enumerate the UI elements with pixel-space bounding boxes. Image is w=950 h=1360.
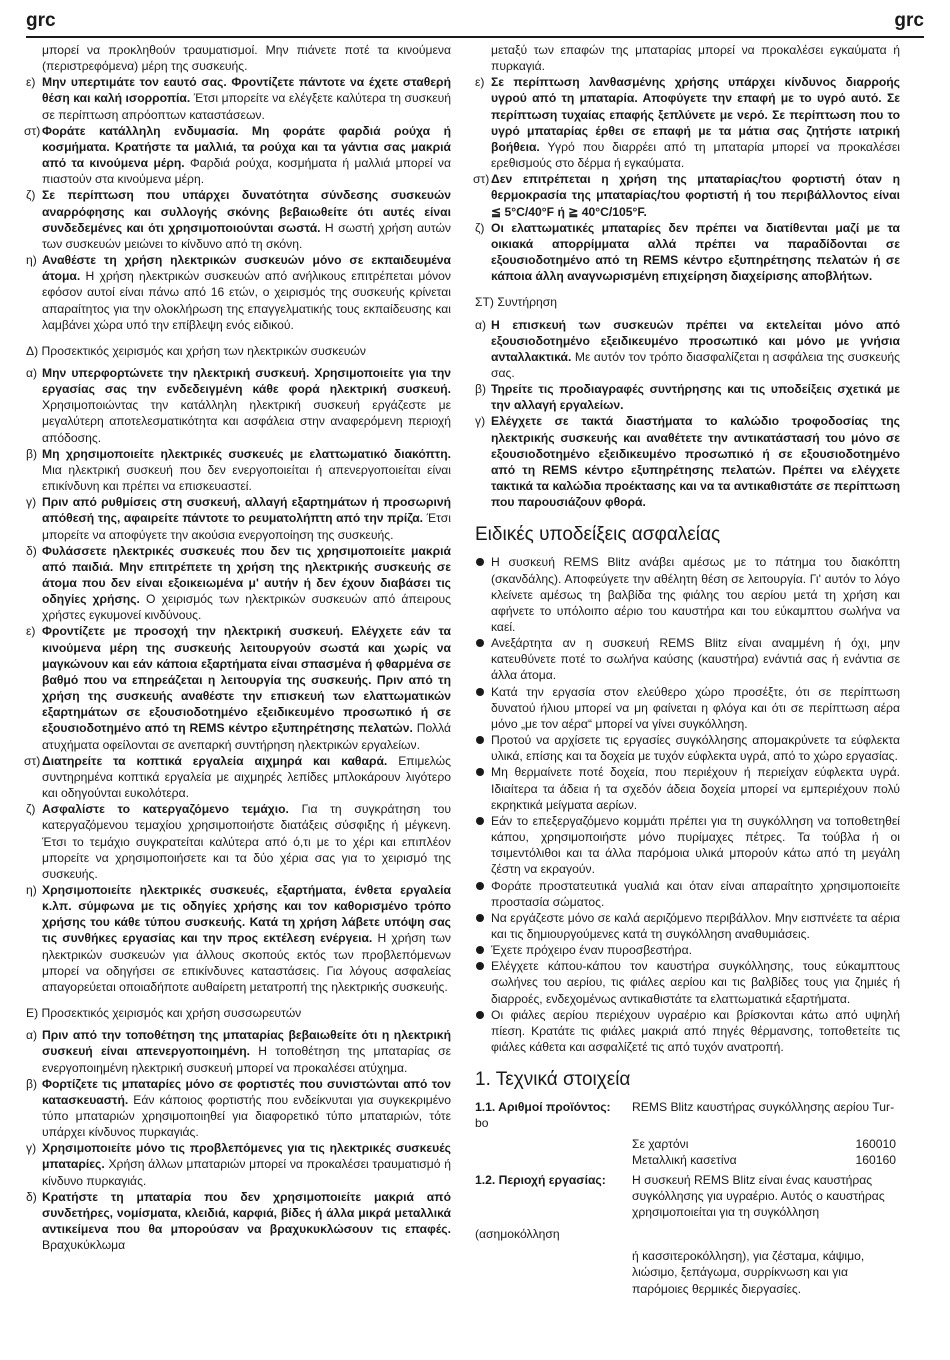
safety-bullet-text: Έχετε πρόχειρο έναν πυροσβεστήρα. <box>491 943 692 958</box>
rule-e-a: α) Πριν από την τοποθέτηση της μπαταρίας βεβαιωθείτε ότι η ηλεκτρική συσκευή είναι απενεργοποιημένη. Η τοποθέτηση της μπαταρίας σε ενεργοποιημένη ηλεκτρική συσκευή μπορεί να προκαλέσει ατύχημα. <box>26 1028 451 1075</box>
tech-work-area-line4: ή κασσιτεροκόλληση), για ζέσταμα, κάψιμο, <box>632 1249 865 1264</box>
rule-d-c: γ) Πριν από ρυθμίσεις στη συσκευή, αλλαγή εξαρτημάτων ή προσωρινή απόθεσή της, αφαιρείτε πάντοτε το ρευματολήπτη από την πρίζα. Έτσι μπορείτε να αποφύγετε την ακούσια ενεργοποίηση της συσκευής. <box>26 495 451 542</box>
tech-heading: 1. Τεχνικά στοιχεία <box>475 1069 631 1091</box>
tech-products-text-cont: bo <box>475 1116 489 1131</box>
section-e-heading: Ε) Προσεκτικός χειρισμός και χρήση συσσωρευτών <box>26 1006 302 1021</box>
safety-bullet <box>475 554 900 635</box>
safety-heading: Ειδικές υποδείξεις ασφαλείας <box>475 524 721 546</box>
bullet-dot-icon <box>476 768 484 776</box>
safety-bullet-text: Προτού να αρχίσετε τις εργασίες συγκόλλησης απομακρύνετε τα εύφλεκτα υλικά, επίσης και τα δοχεία με τυχόν εύφλεκτα υγρά, από το χώρο εργασίας. <box>491 733 900 764</box>
section-st-heading: ΣΤ) Συντήρηση <box>475 295 558 310</box>
bullet-dot-icon <box>476 1011 484 1019</box>
safety-bullet-text: Ελέγχετε κάπου-κάπου τον καυστήρα συγκόλλησης, τους εύκαμπτους σωλήνες του αερίου, τις φιάλες αερίου και τις βαλβίδες τους για ζημιές ή διαρροές, ενδεχομένως αντικαθιστάτε τα ελαττωματικά εξαρτήματα. <box>491 959 900 1006</box>
bullet-dot-icon <box>476 817 484 825</box>
bullet-dot-icon <box>476 962 484 970</box>
bullet-dot-icon <box>476 558 484 566</box>
intro-continuation: μπορεί να προκληθούν τραυματισμοί. Μην πιάνετε ποτέ τα κινούμενα (περιστρεφόμενα) μέρη της συσκευής. <box>42 43 451 74</box>
tech-products-text: REMS Blitz καυστήρας συγκόλλησης αερίου Tur- <box>632 1100 895 1115</box>
tech-work-area-orphan: (ασημοκόλληση <box>475 1227 560 1242</box>
rule-d-st: στ) Διατηρείτε τα κοπτικά εργαλεία αιχμηρά και καθαρά. Επιμελώς συντηρημένα κοπτικά εργαλεία με αιχμηρές λεπίδες μπλοκάρουν λιγότερο και οδηγούνται ευκολότερα. <box>24 753 451 801</box>
tech-row-products <box>475 1099 900 1115</box>
rule-d-a: α) Μην υπερφορτώνετε την ηλεκτρική συσκευή. Χρησιμοποιείτε για την εργασίας σας την ενδεδειγμένη κάθε φορά ηλεκτρική συσκευή. Χρησιμοποιώντας την κατάλληλη ηλεκτρική συσκευή εργάζεστε με μεγαλύτερη αποτελεσματικότητα και ασφάλεια στην αναφερόμενη περιοχή απόδοσης. <box>26 365 451 445</box>
bullet-dot-icon <box>476 946 484 954</box>
rule-d-b: β) Μη χρησιμοποιείτε ηλεκτρικές συσκευές με ελαττωματικό διακόπτη. Μια ηλεκτρική συσκευή που δεν ενεργοποιείται ή απενεργοποιείται είναι επικίνδυνη και πρέπει να επισκευαστεί. <box>26 446 451 494</box>
rule-e: ε) Μην υπερτιμάτε τον εαυτό σας. Φροντίζετε πάντοτε να έχετε σταθερή θέση και καλή ισορροπία. Έτσι μπορείτε να ελέγξετε καλύτερα τη συσκευή σε περίπτωση απρόοπτων καταστάσεων. <box>26 75 451 122</box>
tech-row-work-area-orphan <box>475 1226 900 1242</box>
tech-work-area-line6: παρόμοιες θερμικές διεργασίες. <box>632 1281 802 1296</box>
safety-bullet <box>475 878 900 910</box>
safety-bullet <box>475 635 900 683</box>
safety-bullet-text: Κατά την εργασία στον ελεύθερο χώρο προσέξτε, ότι σε περίπτωση δυνατού ήλιου μπορεί να μη φαίνεται η φλόγα και ότι σε περίπτωση αέρα μόνο „με τον αέρα“ μπορεί να γίνει συγκόλληση. <box>491 684 900 731</box>
rule-r-e: ε) Σε περίπτωση λανθασμένης χρήσης υπάρχει κίνδυνος διαρροής υγρού από τη μπαταρία. Αποφύγετε την επαφή με το υγρό αυτό. Σε περίπτωση τυχαίας επαφής ξεπλύνετε με νερό. Σε περίπτωση που το υγρό μπαταρίας έρθει σε επαφή με τα μάτια σας ζητήστε ιατρική βοήθεια. Υγρό που διαρρέει από τη μπαταρία μπορεί να προκαλέσει ερεθισμούς στο δέρμα ή εγκαύματα. <box>475 75 900 171</box>
header-lang-left: grc <box>26 10 56 31</box>
tech-work-area-line1: Η συσκευή REMS Blitz είναι ένας καυστήρας <box>632 1172 873 1187</box>
tech-metal-case-number: 160160 <box>855 1152 896 1167</box>
safety-bullet <box>475 958 900 1006</box>
rule-s-c: γ) Ελέγχετε σε τακτά διαστήματα το καλώδιο τροφοδοσίας της ηλεκτρικής συσκευής και αναθέτετε την αντικατάστασή του μόνο σε εξουσιοδοτημένο εξειδικευμένο προσωπικό ή σε εξουσιοδοτημένο από τη REMS κέντρο εξυπηρέτησης πελατών. Πρέπει να ελέγχετε τακτικά τα καλώδια προέκτασης και να τα αντικαθιστάτε σε περίπτωση που παρουσιάζουν φθορά. <box>475 414 900 510</box>
bullet-dot-icon <box>476 736 484 744</box>
header-lang-right: grc <box>894 10 924 31</box>
tech-row-products-cont <box>475 1115 900 1131</box>
bullet-dot-icon <box>476 914 484 922</box>
rule-d-z: ζ) Ασφαλίστε το κατεργαζόμενο τεμάχιο. Για τη συγκράτηση του κατεργαζόμενου τεμαχίου χρησιμοποιήστε διατάξεις σύσφιξης ή μέγκενη. Έτσι το τεμάχιο συγκρατείται καλύτερα από ό,τι με το χέρι και επιπλέον μπορείτε να χρησιμοποιήσετε και τα δύο χέρια σας για το χειρισμό της συσκευής. <box>26 802 451 881</box>
section-d-heading: Δ) Προσεκτικός χειρισμός και χρήση των ηλεκτρικών συσκευών <box>26 343 366 358</box>
safety-bullet-text: Η συσκευή REMS Blitz ανάβει αμέσως με το πάτημα του διακόπτη (σκανδάλης). Αποφεύγετε την αθέλητη θέση σε λειτουργία. Γι' αυτόν το λόγο κλείνετε αμέσως τη βαλβίδα της φιάλης του αερίου μετά τη χρήση και αφήνετε το υπόλοιπο αέριο του καυστήρα και του εύκαμπτου σωλήνα να καεί. <box>491 555 900 634</box>
tech-carton-number: 160010 <box>855 1136 896 1151</box>
safety-bullet-text: Ανεξάρτητα αν η συσκευή REMS Blitz είναι αναμμένη ή όχι, μην κατευθύνετε ποτέ το σωλήνα καύσης (καυστήρα) ενάντιά σας ή ενάντια σε άλλα άτομα. <box>491 636 900 683</box>
safety-bullet <box>475 684 900 732</box>
rule-z: ζ) Σε περίπτωση που υπάρχει δυνατότητα σύνδεσης συσκευών αναρρόφησης και συλλογής σκόνης βεβαιωθείτε ότι αυτές είναι συνδεδεμένες και ότι χρησιμοποιούνται σωστά. Η σωστή χρήση αυτών των συσκευών μειώνει το κίνδυνο από τη σκόνη. <box>26 188 451 251</box>
tech-metal-case-name: Μεταλλική κασετίνα <box>632 1152 737 1167</box>
rule-r-z: ζ) Οι ελαττωματικές μπαταρίες δεν πρέπει να διατίθενται μαζί με τα οικιακά απορρίμματα αλλά πρέπει να παραδίδονται σε εξουσιοδοτημένο από τη REMS κέντρο εξυπηρέτησης πελατών ή σε κάποια άλλη αναγνωρισμένη επιχείρηση διαχείρισης αποβλήτων. <box>475 220 900 284</box>
tech-row-work-area-2 <box>475 1188 900 1204</box>
right-column <box>475 42 900 1297</box>
page-header <box>26 10 924 34</box>
bullet-dot-icon <box>476 882 484 890</box>
rule-d-i: η) Χρησιμοποιείτε ηλεκτρικές συσκευές, εξαρτήματα, ένθετα εργαλεία κ.λπ. σύμφωνα με τις οδηγίες χρήσης και τον καθορισμένο τρόπο χρήσης του κάθε τύπου συσκευής. Κατά τη χρήση λάβετε υπόψη σας τις συνθήκες εργασίας και την προς εκτέλεση ενέργεια. Η χρήση των ηλεκτρικών συσκευών για άλλους σκοπούς εκτός των προβλεπόμενων μπορεί να οδηγήσει σε επικίνδυνες καταστάσεις. Για λόγους ασφαλείας απαγορεύεται οποιαδήποτε αυθαίρετη μετατροπή της ηλεκτρικής συσκευής. <box>26 882 451 994</box>
safety-bullet <box>475 732 900 764</box>
safety-bullet <box>475 942 900 958</box>
safety-bullet-text: Μη θερμαίνετε ποτέ δοχεία, που περιέχουν ή περιείχαν εύφλεκτα υγρά. Ιδιαίτερα τα άδεια ή τα σχεδόν άδεια δοχεία μπορεί να εμπεριέχουν πολύ εκρηκτικά μείγματα αερίων. <box>491 765 900 812</box>
safety-bullet <box>475 1007 900 1055</box>
header-rule <box>26 36 924 38</box>
tech-row-work-area-6 <box>475 1281 900 1297</box>
tech-table <box>475 1099 900 1297</box>
safety-bullet-text: Να εργάζεστε μόνο σε καλά αεριζόμενο περιβάλλον. Μην εισπνέετε τα αέρια και τις δημιουργούμενες κατά τη συγκόλληση αναθυμιάσεις. <box>491 910 900 941</box>
safety-bullet <box>475 764 900 812</box>
rule-d-e: ε) Φροντίζετε με προσοχή την ηλεκτρική συσκευή. Ελέγχετε εάν τα κινούμενα μέρη της συσκευής λειτουργούν σωστά και χωρίς να μαγκώνουν και εάν κάποια εξαρτήματα είναι σπασμένα ή φθαρμένα σε βαθμό που να επηρεάζεται η λειτουργία της συσκευής. Πριν από τη χρήση της συσκευής αναθέστε την επισκευή των ελαττωματικών εξαρτημάτων σε εξουσιοδοτημένο εξειδικευμένο προσωπικό ή σε εξουσιοδοτημένο από τη REMS κέντρο εξυπηρέτησης πελατών. Πολλά ατυχήματα οφείλονται σε ανεπαρκή συντήρηση ηλεκτρικών εργαλείων. <box>26 624 451 752</box>
rule-e-c: γ) Χρησιμοποιείτε μόνο τις προβλεπόμενες για τις ηλεκτρικές συσκευές μπαταρίες. Χρήση άλλων μπαταριών μπορεί να προκαλέσει τραυματισμό ή κίνδυνο πυρκαγιάς. <box>26 1141 451 1188</box>
rule-e-d: δ) Κρατήστε τη μπαταρία που δεν χρησιμοποιείτε μακριά από συνδετήρες, νομίσματα, κλειδιά, καρφιά, βίδες ή άλλα μικρά μεταλλικά αντικείμενα που θα μπορούσαν να βραχυκυκλώσουν τις επαφές. Βραχυκύκλωμα <box>26 1189 451 1253</box>
bullet-dot-icon <box>476 639 484 647</box>
tech-work-area-line2: συγκόλλησης για υγραέριο. Αυτός ο καυστήρας <box>632 1188 885 1203</box>
rule-s-a: α) Η επισκευή των συσκευών πρέπει να εκτελείται μόνο από εξουσιοδοτημένο εξειδικευμένο προσωπικό και μόνο με γνήσια ανταλλακτικά. Με αυτόν τον τρόπο διασφαλίζεται η ασφάλεια της συσκευής σας. <box>475 317 900 380</box>
rule-st: στ) Φοράτε κατάλληλη ενδυμασία. Μη φοράτε φαρδιά ρούχα ή κοσμήματα. Κρατήστε τα μαλλιά, τα ρούχα και τα γάντια σας μακριά από τα κινούμενα μέρη. Φαρδιά ρούχα, κοσμήματα ή μαλλιά μπορεί να πιαστούν στα κινούμενα μέρη. <box>24 123 451 187</box>
rule-s-b: β) Τηρείτε τις προδιαγραφές συντήρησης και τις υποδείξεις σχετικά με την αλλαγή εργαλείων. <box>475 382 900 413</box>
safety-bullet <box>475 910 900 942</box>
rule-i: η) Αναθέστε τη χρήση ηλεκτρικών συσκευών μόνο σε εκπαιδευμένα άτομα. Η χρήση ηλεκτρικών συσκευών από ανήλικους επιτρέπεται μόνον εφόσον αυτοί είναι πάνω από 16 ετών, ο χειρισμός της συσκευής κρίνεται απαραίτητος για την ολοκλήρωση της επαγγελματικής τους εκπαίδευσης και λαμβάνει χώρα υπό την επίβλεψη ενός ειδικού. <box>26 253 451 332</box>
left-column <box>26 42 451 1253</box>
tech-work-area-line5: λιώσιμο, ξεπάγωμα, συρρίκνωση και για <box>632 1265 848 1280</box>
safety-bullet-text: Φοράτε προστατευτικά γυαλιά και όταν είναι απαραίτητο χρησιμοποιείτε προστασία σώματος. <box>491 878 900 909</box>
rule-e-b: β) Φορτίζετε τις μπαταρίες μόνο σε φορτιστές που συνιστώνται από τον κατασκευαστή. Εάν κάποιος φορτιστής που ενδείκνυται για συγκεκριμένο τύπο μπαταριών χρησιμοποιηθεί για διαφορετικό τύπο μπαταριών, τότε υπάρχει κίνδυνος πυρκαγιάς. <box>26 1076 451 1140</box>
safety-bullet-text: Εάν το επεξεργαζόμενο κομμάτι πρέπει για τη συγκόλληση να τοποθετηθεί κάπου, χρησιμοποιήστε μόνο πυρίμαχες πέτρες. Τα τούβλα ή οι τσιμεντόλιθοι και τα άλλα παρόμοια υλικά μπορούν κάτω από τη μεγάλη ζέστη να εκραγούν. <box>491 813 900 877</box>
tech-carton-name: Σε χαρτόνι <box>632 1136 689 1151</box>
rule-d-d: δ) Φυλάσσετε ηλεκτρικές συσκευές που δεν τις χρησιμοποιείτε μακριά από παιδιά. Μην επιτρέπετε τη χρήση της ηλεκτρικής συσκευής σε άτομα που δεν είναι εξοικειωμένα μ' αυτήν ή δεν έχουν διαβάσει τις οδηγίες χρήσης. Ο χειρισμός των ηλεκτρικών συσκευών από άπειρους χρήστες εγκυμονεί κινδύνους. <box>26 543 451 623</box>
bullet-dot-icon <box>476 688 484 696</box>
tech-row-work-area-4 <box>475 1248 900 1264</box>
tech-work-area-line3: χρησιμοποιείται για τη συγκόλληση <box>632 1205 820 1220</box>
battery-continuation: μεταξύ των επαφών της μπαταρίας μπορεί να προκαλέσει εγκαύματα ή πυρκαγιά. <box>491 43 900 74</box>
tech-row-work-area <box>475 1172 900 1188</box>
safety-bullet-list <box>475 554 900 1055</box>
tech-row-work-area-3 <box>475 1204 900 1220</box>
tech-row-carton <box>475 1136 900 1152</box>
safety-bullet <box>475 813 900 878</box>
tech-row-work-area-5 <box>475 1264 900 1280</box>
rule-r-st: στ) Δεν επιτρέπεται η χρήση της μπαταρίας/του φορτιστή όταν η θερμοκρασία της μπαταρίας/του φορτιστή ή του περιβάλλοντος είναι ≦ 5°C/40°F ή ≧ 40°C/105°F. <box>473 172 900 219</box>
tech-row-metal-case <box>475 1152 900 1168</box>
tech-label-products: 1.1. Αριθμοί προϊόντος: <box>475 1100 611 1115</box>
safety-bullet-text: Οι φιάλες αερίου περιέχουν υγραέριο και βρίσκονται κάτω από υψηλή πίεση. Κρατάτε τις φιάλες μακριά από πηγές θέρμανσης, τοποθετείτε τις φιάλες κάθετα και ασφαλίζετέ τις από τυχόν ανατροπή. <box>491 1007 900 1055</box>
tech-label-work-area: 1.2. Περιοχή εργασίας: <box>475 1172 606 1187</box>
